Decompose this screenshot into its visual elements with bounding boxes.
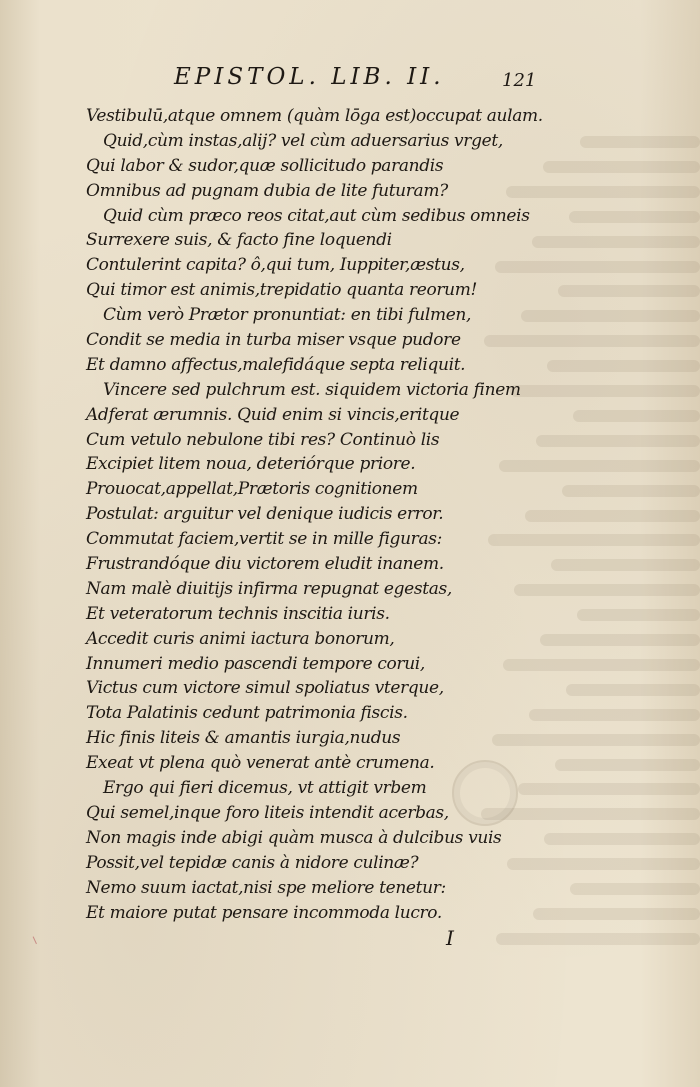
page-number: 121 [502, 70, 537, 91]
verse-line: Contulerint capita? ô,qui tum, Iuppiter,æstus, [86, 255, 465, 276]
show-through-line [569, 211, 700, 223]
show-through-line [562, 485, 700, 497]
verse-line: Condit se media in turba miser vsque pudore [86, 330, 461, 351]
verse-body [86, 104, 546, 925]
page-header [0, 64, 700, 94]
verse-line: Adferat ærumnis. Quid enim si vincis,eritque [86, 404, 460, 425]
verse-line: Surrexere suis, & facto fine loquendi [86, 230, 392, 251]
verse-line: Exeat vt plena quò venerat antè crumena. [86, 753, 435, 774]
verse-line: Victus cum victore simul spoliatus vterque, [86, 678, 444, 699]
verse-line: Postulat: arguitur vel denique iudicis error. [86, 504, 444, 525]
verse-line: Cùm verò Prætor pronuntiat: en tibi fulmen, [103, 305, 472, 326]
show-through-line [573, 410, 700, 422]
signature-mark: I [446, 926, 454, 950]
verse-line: Quid cùm præco reos citat,aut cùm sedibus omneis [103, 205, 530, 226]
verse-line: Tota Palatinis cedunt patrimonia fiscis. [86, 703, 408, 724]
verse-line: Possit,vel tepidæ canis à nidore culinæ? [86, 852, 419, 873]
verse-line: Cum vetulo nebulone tibi res? Continuò lis [86, 429, 440, 450]
show-through-line [547, 360, 700, 372]
show-through-line [536, 435, 700, 447]
show-through-line [540, 634, 700, 646]
pencil-mark [33, 934, 43, 944]
show-through-line [570, 883, 700, 895]
show-through-line [521, 310, 700, 322]
show-through-line [533, 908, 700, 920]
show-through-line [529, 709, 700, 721]
verse-line: Excipiet litem noua, deteriórque priore. [86, 454, 416, 475]
verse-line: Non magis inde abigi quàm musca à dulcibus vuis [86, 827, 502, 848]
verse-line: Vestibulū,atque omnem (quàm lōga est)occupat aulam. [86, 106, 543, 126]
show-through-line [577, 609, 700, 621]
verse-line: Frustrandóque diu victorem eludit inanem. [86, 554, 444, 575]
show-through-line [580, 136, 700, 148]
verse-line: Prouocat,appellat,Prætoris cognitionem [86, 479, 418, 500]
verse-line: Qui labor & sudor,quæ sollicitudo parandis [86, 155, 444, 176]
verse-line: Et veteratorum technis inscitia iuris. [86, 603, 390, 624]
verse-line: Innumeri medio pascendi tempore corui, [86, 653, 425, 674]
show-through-line [551, 559, 700, 571]
verse-line: Et maiore putat pensare incommoda lucro. [86, 902, 442, 923]
verse-line: Quid,cùm instas,alij? vel cùm aduersarius vrget, [103, 130, 503, 151]
show-through-line [566, 684, 700, 696]
show-through-line [532, 236, 700, 248]
show-through-line [496, 933, 700, 945]
verse-line: Accedit curis animi iactura bonorum, [86, 628, 395, 649]
show-through-line [544, 833, 700, 845]
show-through-line [555, 759, 700, 771]
verse-line: Qui semel,inque foro liteis intendit acerbas, [86, 802, 449, 823]
show-through-line [525, 510, 700, 522]
show-through-line [558, 285, 700, 297]
verse-line: Ergo qui fieri dicemus, vt attigit vrbem [103, 778, 427, 799]
verse-line: Et damno affectus,malefidáque septa reliquit. [86, 354, 466, 375]
show-through-line [543, 161, 700, 173]
verse-line: Commutat faciem,vertit se in mille figuras: [86, 529, 442, 550]
verse-line: Nemo suum iactat,nisi spe meliore tenetur: [86, 877, 446, 898]
verse-line: Hic finis liteis & amantis iurgia,nudus [86, 728, 401, 749]
verse-line: Omnibus ad pugnam dubia de lite futuram? [86, 180, 448, 201]
running-head: EPISTOL. LIB. II. [174, 64, 445, 90]
verse-line: Vincere sed pulchrum est. siquidem victoria finem [103, 379, 521, 400]
verse-line: Qui timor est animis,trepidatio quanta reorum! [86, 280, 478, 301]
verse-line: Nam malè diuitijs infirma repugnat egestas, [86, 578, 452, 599]
